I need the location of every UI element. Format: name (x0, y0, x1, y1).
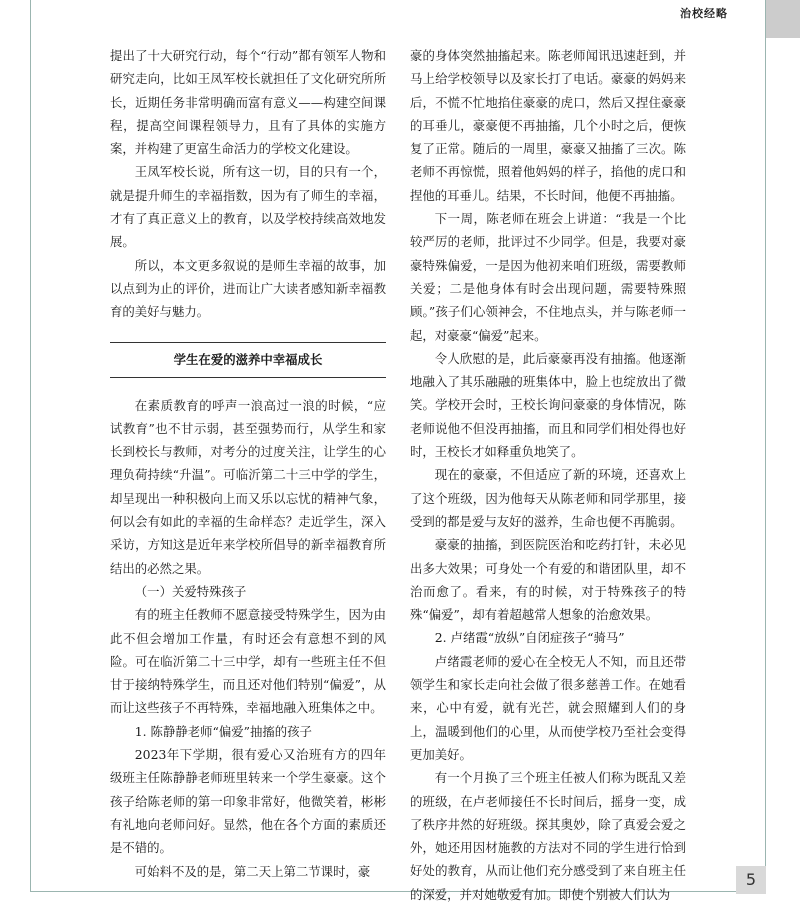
right-column (410, 44, 686, 906)
paragraph: 令人欣慰的是，此后豪豪再没有抽搐。他逐渐地融入了其乐融融的班集体中，脸上也绽放出了微笑。学校开会时，王校长询问豪豪的身体情况，陈老师说他不但没再抽搐，而且和同学们相处得也好时，王校长才如释重负地笑了。 (410, 350, 686, 460)
subheading: 1. 陈静静老师“偏爱”抽搐的孩子 (134, 723, 312, 739)
paragraph: 提出了十大研究行动，每个“行动”都有领军人物和研究走向，比如王凤军校长就担任了文化研究所所长，近期任务非常明确而富有意义——构建空间课程，提高空间课程领导力，且有了具体的实施方案，并构建了更富生命活力的学校文化建设。 (110, 48, 386, 157)
paragraph: 在素质教育的呼声一浪高过一浪的时候，“应试教育”也不甘示弱，甚至强势而行，从学生和家长到校长与教师，对考分的过度关注，让学生的心理负荷持续“升温”。可临沂第二十三中学的学生，却呈现出一种积极向上而又乐以忘忧的精神气象，何以会有如此的幸福的生命样态？走近学生，深入采访，方知这是近年来学校所倡导的新幸福教育所结出的必然之果。 (110, 397, 386, 576)
paragraph: 下一周，陈老师在班会上讲道：“我是一个比较严厉的老师，批评过不少同学。但是，我要对豪豪特殊偏爱，一是因为他初来咱们班级，需要教师关爱；二是他身体有时会出现问题，需要特殊照顾。”孩子们心领神会，不住地点头，并与陈老师一起，对豪豪“偏爱”起来。 (410, 211, 686, 343)
paragraph: 王凤军校长说，所有这一切，目的只有一个，就是提升师生的幸福指数，因为有了师生的幸福，才有了真正意义上的教育，以及学校持续高效地发展。 (110, 164, 386, 250)
paragraph: 所以，本文更多叙说的是师生幸福的故事，加以点到为止的评价，进而让广大读者感知新幸福教育的美好与魅力。 (110, 257, 386, 320)
paragraph: 有的班主任教师不愿意接受特殊学生，因为由此不但会增加工作量，有时还会有意想不到的风险。可在临沂第二十三中学，却有一些班主任不但甘于接纳特殊学生，而且还对他们特别“偏爱”，从而让这些孩子不再特殊，幸福地融入班集体之中。 (110, 607, 386, 716)
paragraph: 2023年下学期，很有爱心又治班有方的四年级班主任陈静静老师班里转来一个学生豪豪。这个孩子给陈老师的第一印象非常好，他微笑着，彬彬有礼地向老师问好。显然，他在各个方面的素质还是不错的。 (110, 747, 386, 856)
paragraph: 卢绪霞老师的爱心在全校无人不知，而且还带领学生和家长走向社会做了很多慈善工作。在她看来，心中有爱，就有光芒，就会照耀到人们的身上，温暖到他们的心里，从而使学校乃至社会变得更加美好。 (410, 653, 686, 762)
section-title: 学生在爱的滋养中幸福成长 (110, 342, 386, 378)
paragraph: 现在的豪豪，不但适应了新的环境，还喜欢上了这个班级，因为他每天从陈老师和同学那里，接受到的都是爱与友好的滋养，生命也便不再脆弱。 (410, 467, 686, 529)
subheading: 2. 卢绪霞“放纵”自闭症孩子“骑马” (434, 630, 625, 646)
paragraph: 豪的身体突然抽搐起来。陈老师闻讯迅速赶到，并马上给学校领导以及家长打了电话。豪豪的妈妈来后，不慌不忙地掐住豪豪的虎口，然后又捏住豪豪的耳垂儿，豪豪便不再抽搐，几个小时之后，便恢复了正常。随后的一周里，豪豪又抽搐了三次。陈老师不再惊慌，照着他妈妈的样子，掐他的虎口和捏他的耳垂儿。结果，不长时间，他便不再抽搐。 (410, 48, 686, 203)
left-column (110, 44, 386, 883)
page-number: 5 (736, 866, 766, 894)
header-tab (766, 0, 800, 38)
running-header: 治校经略 (680, 7, 728, 20)
subheading: （一）关爱特殊孩子 (134, 583, 247, 599)
paragraph: 有一个月换了三个班主任被人们称为既乱又差的班级，在卢老师接任不长时间后，摇身一变，成了秩序井然的好班级。探其奥妙，除了真爱会爱之外，她还用因材施教的方法对不同的学生进行恰到好处的教育，从而让他们充分感受到了来自班主任的深爱，并对她敬爱有加。即使个别被人们认为 (410, 770, 686, 902)
paragraph: 可始料不及的是，第二天上第二节课时，豪 (134, 863, 371, 879)
paragraph: 豪豪的抽搐，到医院医治和吃药打针，未必见出多大效果；可身处一个有爱的和谐团队里，却不治而愈了。看来，有的时候，对于特殊孩子的特殊“偏爱”，却有着超越常人想象的治愈效果。 (410, 537, 686, 623)
